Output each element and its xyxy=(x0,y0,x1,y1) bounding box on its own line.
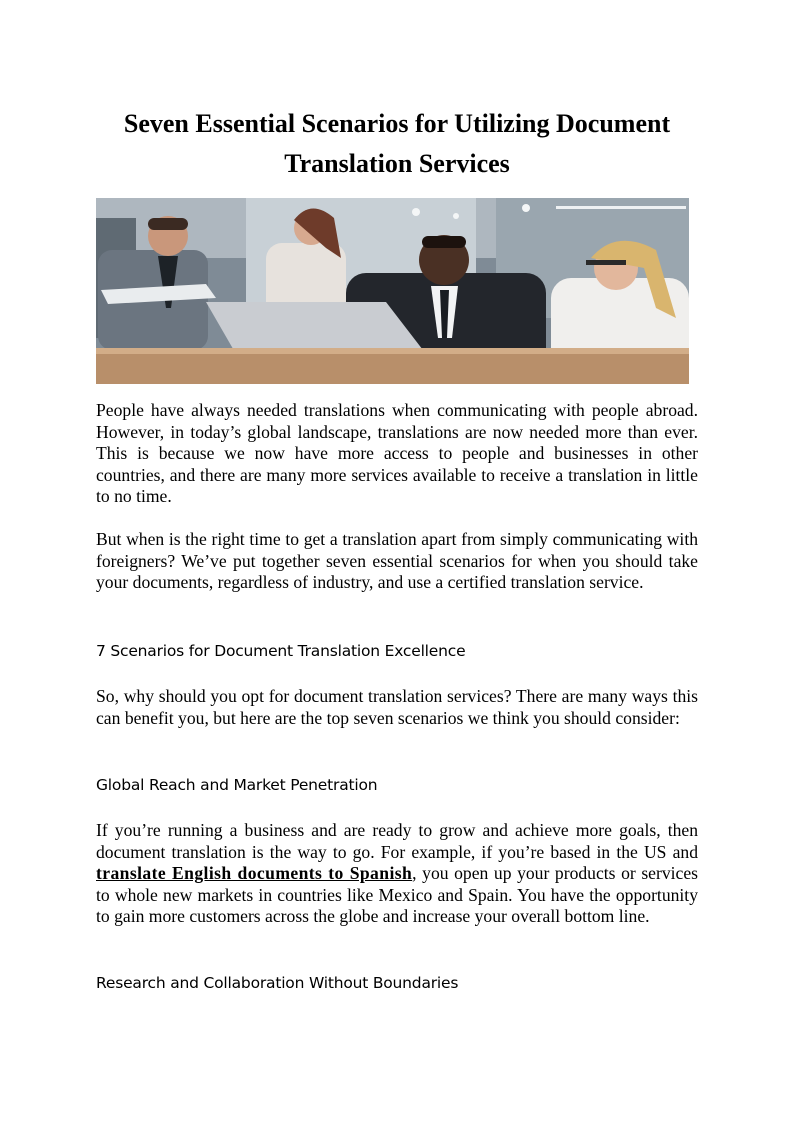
document-title: Seven Essential Scenarios for Utilizing Document Translation Services xyxy=(123,109,671,178)
section-heading: 7 Scenarios for Document Translation Excellence xyxy=(96,642,466,660)
intro-paragraph-2: But when is the right time to get a translation apart from simply communicating with foreigners? We’ve put together seven essential scenarios for when you should take your documents, regardless of industry, and use a certified translation service. xyxy=(96,529,698,593)
photo-business-meeting xyxy=(96,198,689,384)
subheading-global-reach: Global Reach and Market Penetration xyxy=(96,776,378,794)
subheading-research-collaboration: Research and Collaboration Without Boundaries xyxy=(96,974,459,992)
translate-english-spanish-link[interactable]: translate English documents to Spanish xyxy=(96,863,413,884)
global-reach-text-after: , you open up your products or services to whole new markets in countries like Mexico and Spain. You have the opportunity to gain more customers across the globe and increase your overall bottom line. xyxy=(96,863,698,927)
section-paragraph: So, why should you opt for document translation services? There are many ways this can benefit you, but here are the top seven scenarios we think you should consider: xyxy=(96,686,698,728)
intro-paragraph-1: People have always needed translations when communicating with people abroad. However, in today’s global landscape, translations are now needed more than ever. This is because we now have more access to people and businesses in other countries, and there are many more services available to receive a translation in little to no time. xyxy=(96,400,698,507)
global-reach-paragraph xyxy=(96,820,698,928)
global-reach-text-before: If you’re running a business and are ready to grow and achieve more goals, then document translation is the way to go. For example, if you’re based in the US and xyxy=(96,820,698,862)
